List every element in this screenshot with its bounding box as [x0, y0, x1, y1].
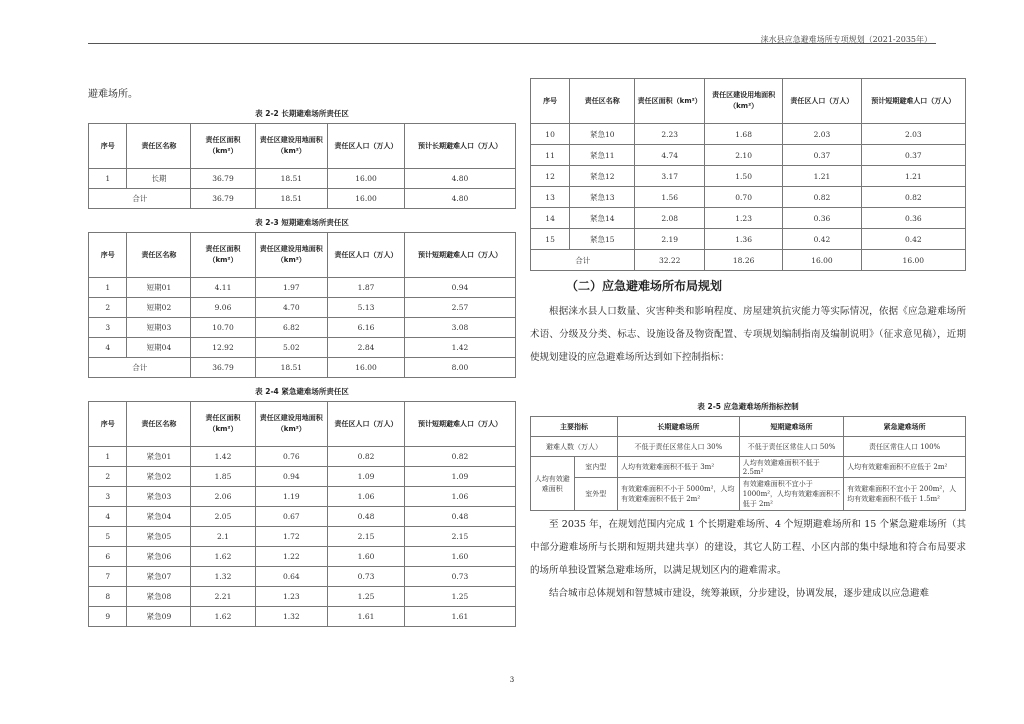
- table-row: [531, 187, 966, 208]
- cell: 10: [531, 124, 570, 145]
- cell: 0.48: [328, 507, 405, 527]
- cell: 1.60: [328, 547, 405, 567]
- table-row: [89, 298, 516, 318]
- cell: 紧急07: [127, 567, 191, 587]
- cell: 1.32: [255, 607, 328, 627]
- cell: 紧急04: [127, 507, 191, 527]
- total-row: [531, 250, 966, 271]
- table-2-3: [88, 232, 516, 378]
- table-row: [531, 166, 966, 187]
- header-rule: [88, 43, 936, 44]
- table-2-5: [530, 416, 966, 511]
- cell: 2.15: [328, 527, 405, 547]
- cell: 1.61: [404, 607, 515, 627]
- cell: 紧急05: [127, 527, 191, 547]
- cell: 1: [89, 169, 127, 189]
- table-2-4-continued: [530, 78, 966, 271]
- cell: 0.70: [704, 187, 782, 208]
- cell: 紧急08: [127, 587, 191, 607]
- table-2-2-caption: 表 2-2 长期避难场所责任区: [255, 109, 349, 118]
- th-area: 责任区面积（km²）: [635, 79, 705, 124]
- cell: 0.82: [783, 187, 861, 208]
- th-build: 责任区建设用地面积（km²）: [255, 402, 328, 447]
- paragraph-2: 至 2035 年，在规划范围内完成 1 个长期避难场所、4 个短期避难场所和 15 个紧急避难场所（其中部分避难场所与长期和短期共建共享）的建设，其它人防工程、小区内部的集中绿地和符合布局要求的场所单独设置紧急避难场所，以满足规划区内的避难需求。: [530, 519, 966, 576]
- cell: 18.51: [255, 189, 328, 209]
- cell: 1.97: [255, 278, 328, 298]
- cell: 2.15: [404, 527, 515, 547]
- cell: 4: [89, 507, 127, 527]
- table-row: [89, 487, 516, 507]
- cell: 1.25: [404, 587, 515, 607]
- th-area: 责任区面积（km²）: [191, 402, 255, 447]
- th-pop: 责任区人口（万人）: [328, 124, 405, 169]
- cell: 不低于责任区常住人口 30%: [618, 437, 740, 457]
- cell: 0.73: [328, 567, 405, 587]
- cell: 1.87: [328, 278, 405, 298]
- cell: 1.06: [328, 487, 405, 507]
- cell: 人均有效避难面积: [531, 457, 575, 511]
- table-row: [89, 467, 516, 487]
- cell: 长期: [127, 169, 191, 189]
- cell: 1.25: [328, 587, 405, 607]
- cell: 18.51: [255, 358, 328, 378]
- cell: 3: [89, 487, 127, 507]
- cell: 2.05: [191, 507, 255, 527]
- cell: 1.50: [704, 166, 782, 187]
- cell: 合计: [531, 250, 635, 271]
- th-evac: 预计短期避难人口（万人）: [404, 402, 515, 447]
- table-2-4: [88, 401, 516, 627]
- cell: 0.42: [861, 229, 965, 250]
- cell: 3: [89, 318, 127, 338]
- cell: 紧急12: [570, 166, 635, 187]
- th-seq: 序号: [89, 402, 127, 447]
- cell: 人均有效避难面积不低于 3m²: [618, 457, 740, 478]
- cell: 1.09: [404, 467, 515, 487]
- cell: 36.79: [191, 358, 255, 378]
- cell: 2.08: [635, 208, 705, 229]
- cell: 避难人数（万人）: [531, 437, 618, 457]
- cell: 室内型: [574, 457, 618, 478]
- cell: 紧急15: [570, 229, 635, 250]
- cell: 4.74: [635, 145, 705, 166]
- cell: 1.22: [255, 547, 328, 567]
- cell: 36.79: [191, 169, 255, 189]
- cell: 8: [89, 587, 127, 607]
- cell: 7: [89, 567, 127, 587]
- right-column: [530, 78, 966, 605]
- cell: 紧急01: [127, 447, 191, 467]
- cell: 14: [531, 208, 570, 229]
- th-emergency: 紧急避难场所: [844, 417, 966, 437]
- left-column: [88, 88, 516, 627]
- cell: 2.1: [191, 527, 255, 547]
- cell: 6: [89, 547, 127, 567]
- cell: 有效避难面积不宜小于 200m²，人均有效避难面积不低于 1.5m²: [844, 478, 966, 511]
- cell: 1.42: [191, 447, 255, 467]
- cell: 4.80: [404, 189, 515, 209]
- cell: 12.92: [191, 338, 255, 358]
- cell: 紧急02: [127, 467, 191, 487]
- cell: 1.23: [704, 208, 782, 229]
- cell: 18.51: [255, 169, 328, 189]
- cell: 室外型: [574, 478, 618, 511]
- th-area: 责任区面积（km²）: [191, 124, 255, 169]
- table-row: [89, 567, 516, 587]
- cell: 紧急09: [127, 607, 191, 627]
- table-row: [89, 507, 516, 527]
- th-build: 责任区建设用地面积（km²）: [255, 124, 328, 169]
- cell: 1.21: [861, 166, 965, 187]
- table-row: [531, 478, 966, 511]
- table-row: [89, 169, 516, 189]
- cell: 1: [89, 447, 127, 467]
- cell: 3.08: [404, 318, 515, 338]
- cell: 0.36: [861, 208, 965, 229]
- cell: 6.16: [328, 318, 405, 338]
- table-row: [531, 145, 966, 166]
- cell: 0.94: [404, 278, 515, 298]
- th-pop: 责任区人口（万人）: [783, 79, 861, 124]
- cell: 9: [89, 607, 127, 627]
- table-row: [531, 437, 966, 457]
- cell: 5.02: [255, 338, 328, 358]
- cell: 合计: [89, 358, 191, 378]
- paragraph-3: 结合城市总体规划和智慧城市建设，统筹兼顾，分步建设，协调发展，逐步建成以应急避难: [549, 588, 930, 599]
- cell: 15: [531, 229, 570, 250]
- cell: 0.42: [783, 229, 861, 250]
- cell: 16.00: [783, 250, 861, 271]
- cell: 1.62: [191, 547, 255, 567]
- cell: 0.36: [783, 208, 861, 229]
- cell: 紧急06: [127, 547, 191, 567]
- cell: 短期01: [127, 278, 191, 298]
- th-name: 责任区名称: [127, 402, 191, 447]
- table-row: [89, 547, 516, 567]
- total-row: [89, 189, 516, 209]
- cell: 2.03: [861, 124, 965, 145]
- cell: 16.00: [328, 169, 405, 189]
- cell: 1: [89, 278, 127, 298]
- cell: 1.72: [255, 527, 328, 547]
- cell: 短期04: [127, 338, 191, 358]
- cell: 2.03: [783, 124, 861, 145]
- table-row: [531, 229, 966, 250]
- cell: 13: [531, 187, 570, 208]
- cell: 4.80: [404, 169, 515, 189]
- table-2-5-caption: 表 2-5 应急避难场所指标控制: [697, 402, 799, 411]
- cell: 0.48: [404, 507, 515, 527]
- cell: 紧急10: [570, 124, 635, 145]
- cell: 短期02: [127, 298, 191, 318]
- th-name: 责任区名称: [570, 79, 635, 124]
- cell: 11: [531, 145, 570, 166]
- cell: 2: [89, 467, 127, 487]
- cell: 1.23: [255, 587, 328, 607]
- th-name: 责任区名称: [127, 124, 191, 169]
- cell: 0.82: [861, 187, 965, 208]
- cell: 1.85: [191, 467, 255, 487]
- cell: 1.09: [328, 467, 405, 487]
- cell: 18.26: [704, 250, 782, 271]
- th-name: 责任区名称: [127, 233, 191, 278]
- th-build: 责任区建设用地面积（km²）: [704, 79, 782, 124]
- table-row: [531, 457, 966, 478]
- th-seq: 序号: [531, 79, 570, 124]
- cell: 有效避难面积不小于 5000m²，人均有效避难面积不低于 2m²: [618, 478, 740, 511]
- th-build: 责任区建设用地面积（km²）: [255, 233, 328, 278]
- cell: 1.42: [404, 338, 515, 358]
- cell: 短期03: [127, 318, 191, 338]
- cell: 1.36: [704, 229, 782, 250]
- cell: 紧急03: [127, 487, 191, 507]
- th-area: 责任区面积（km²）: [191, 233, 255, 278]
- th-pop: 责任区人口（万人）: [328, 402, 405, 447]
- table-row: [89, 318, 516, 338]
- cell: 1.60: [404, 547, 515, 567]
- section-title: （二）应急避难场所布局规划: [566, 279, 723, 293]
- cell: 合计: [89, 189, 191, 209]
- cell: 1.62: [191, 607, 255, 627]
- cell: 2.23: [635, 124, 705, 145]
- page-number: 3: [509, 676, 515, 684]
- th-evac: 预计长期避难人口（万人）: [404, 124, 515, 169]
- paragraph-1: 根据涞水县人口数量、灾害种类和影响程度、房屋建筑抗灾能力等实际情况，依据《应急避难场所术语、分级及分类、标志、设施设备及物资配置、专项规划编制指南及编制说明》（征求意见稿），近期使规划建设的应急避难场所达到如下控制指标：: [530, 306, 966, 363]
- cell: 10.70: [191, 318, 255, 338]
- table-row: [89, 587, 516, 607]
- cell: 不低于责任区常住人口 50%: [739, 437, 843, 457]
- cell: 16.00: [328, 189, 405, 209]
- table-2-4-caption: 表 2-4 紧急避难场所责任区: [255, 387, 349, 396]
- cell: 36.79: [191, 189, 255, 209]
- th-seq: 序号: [89, 233, 127, 278]
- cell: 0.73: [404, 567, 515, 587]
- cell: 0.82: [328, 447, 405, 467]
- table-row: [89, 338, 516, 358]
- cell: 8.00: [404, 358, 515, 378]
- cell: 16.00: [328, 358, 405, 378]
- cell: 2.06: [191, 487, 255, 507]
- cell: 16.00: [861, 250, 965, 271]
- cell: 1.61: [328, 607, 405, 627]
- cell: 紧急14: [570, 208, 635, 229]
- th-indicator: 主要指标: [531, 417, 618, 437]
- cell: 2.84: [328, 338, 405, 358]
- cell: 2: [89, 298, 127, 318]
- cell: 5.13: [328, 298, 405, 318]
- cell: 6.82: [255, 318, 328, 338]
- th-seq: 序号: [89, 124, 127, 169]
- cell: 1.06: [404, 487, 515, 507]
- page-header: 涞水县应急避难场所专项规划（2021-2035年）: [760, 35, 932, 44]
- table-row: [89, 607, 516, 627]
- cell: 1.68: [704, 124, 782, 145]
- cell: 4.70: [255, 298, 328, 318]
- cell: 2.57: [404, 298, 515, 318]
- th-evac: 预计短期避难人口（万人）: [404, 233, 515, 278]
- cell: 32.22: [635, 250, 705, 271]
- cell: 人均有效避难面积不应低于 2m²: [844, 457, 966, 478]
- cell: 0.82: [404, 447, 515, 467]
- cell: 责任区常住人口 100%: [844, 437, 966, 457]
- cell: 0.76: [255, 447, 328, 467]
- table-2-2: [88, 123, 516, 209]
- cell: 0.37: [783, 145, 861, 166]
- table-row: [89, 278, 516, 298]
- th-evac: 预计短期避难人口（万人）: [861, 79, 965, 124]
- cell: 1.32: [191, 567, 255, 587]
- cell: 紧急11: [570, 145, 635, 166]
- cell: 紧急13: [570, 187, 635, 208]
- cell: 2.21: [191, 587, 255, 607]
- cell: 12: [531, 166, 570, 187]
- intro-text: 避难场所。: [88, 89, 138, 100]
- total-row: [89, 358, 516, 378]
- cell: 0.37: [861, 145, 965, 166]
- cell: 2.19: [635, 229, 705, 250]
- table-row: [89, 447, 516, 467]
- cell: 有效避难面积不宜小于 1000m²，人均有效避难面积不低于 2m²: [739, 478, 843, 511]
- cell: 9.06: [191, 298, 255, 318]
- cell: 3.17: [635, 166, 705, 187]
- table-2-3-caption: 表 2-3 短期避难场所责任区: [255, 218, 349, 227]
- cell: 1.21: [783, 166, 861, 187]
- cell: 0.94: [255, 467, 328, 487]
- table-row: [531, 208, 966, 229]
- cell: 5: [89, 527, 127, 547]
- cell: 1.19: [255, 487, 328, 507]
- th-short: 短期避难场所: [739, 417, 843, 437]
- cell: 0.67: [255, 507, 328, 527]
- cell: 4: [89, 338, 127, 358]
- th-pop: 责任区人口（万人）: [328, 233, 405, 278]
- table-row: [89, 527, 516, 547]
- cell: 1.56: [635, 187, 705, 208]
- cell: 0.64: [255, 567, 328, 587]
- table-row: [531, 124, 966, 145]
- th-long: 长期避难场所: [618, 417, 740, 437]
- cell: 4.11: [191, 278, 255, 298]
- cell: 人均有效避难面积不低于 2.5m²: [739, 457, 843, 478]
- cell: 2.10: [704, 145, 782, 166]
